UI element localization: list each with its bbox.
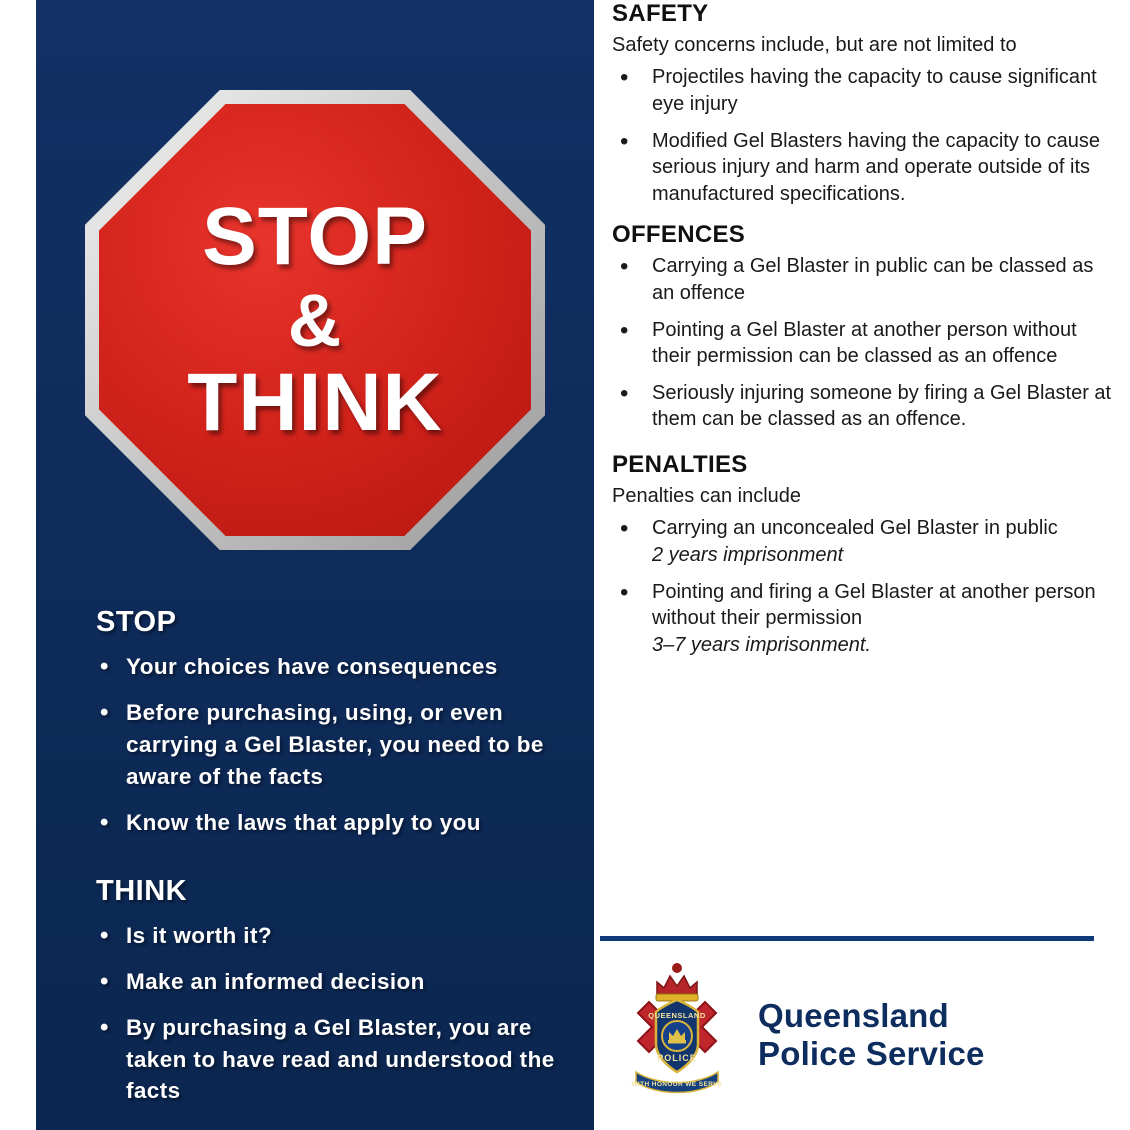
list-item: • Seriously injuring someone by firing a Gel Blaster at them can be classed as an offence. (612, 380, 1112, 433)
list-item: • Modified Gel Blasters having the capacity to cause serious injury and harm and operate outside of its manufactured specifications. (612, 128, 1112, 208)
stop-heading: STOP (96, 606, 177, 638)
penalties-list (612, 515, 1112, 658)
safety-heading: SAFETY (612, 0, 709, 27)
offences-list (612, 253, 1112, 433)
list-item: • Before purchasing, using, or even carrying a Gel Blaster, you need to be aware of the facts (96, 697, 560, 793)
organisation-name-line-2: Police Service (758, 1035, 985, 1072)
safety-list (612, 64, 1112, 207)
penalties-section (612, 451, 1112, 658)
crest-text-mid: POLICE (657, 1053, 697, 1063)
left-content (36, 580, 594, 1107)
stop-sign-line-3: THINK (187, 356, 443, 448)
list-item: • Projectiles having the capacity to cause significant eye injury (612, 64, 1112, 117)
footer-branding (612, 955, 1112, 1115)
safety-section (612, 0, 1112, 207)
stop-sign-line-1: STOP (202, 191, 428, 283)
stop-list (96, 651, 560, 839)
list-item (612, 579, 1112, 659)
left-panel (36, 0, 594, 1130)
organisation-name (758, 997, 985, 1073)
qps-crest-icon (612, 960, 742, 1110)
penalties-heading: PENALTIES (612, 450, 748, 478)
footer-divider (600, 936, 1094, 941)
stop-sign-text (85, 90, 545, 550)
offences-section (612, 221, 1112, 433)
stop-sign-line-2: & (287, 279, 343, 363)
offences-heading: OFFENCES (612, 221, 746, 249)
list-item: • Is it worth it? (96, 920, 560, 952)
organisation-name-line-1: Queensland (758, 997, 949, 1035)
list-item: • By purchasing a Gel Blaster, you are taken to have read and understood the facts (96, 1012, 560, 1108)
penalty-offence-text: Carrying an unconcealed Gel Blaster in public (652, 517, 1058, 540)
list-item: • Know the laws that apply to you (96, 807, 560, 839)
list-item: • Make an informed decision (96, 966, 560, 998)
penalties-intro: Penalties can include (612, 484, 802, 507)
penalty-term: 2 years imprisonment (652, 543, 844, 566)
think-heading: THINK (96, 874, 188, 907)
crest-text-top: QUEENSLAND (648, 1011, 706, 1020)
crest-text-bottom: WITH HONOUR WE SERVE (631, 1081, 723, 1088)
stop-sign-area (36, 0, 594, 580)
stop-sign-icon (85, 90, 545, 550)
list-item: • Your choices have consequences (96, 651, 560, 683)
think-list (96, 920, 560, 1108)
list-item: • Carrying a Gel Blaster in public can be classed as an offence (612, 253, 1112, 306)
list-item (612, 515, 1112, 568)
penalty-term: 3–7 years imprisonment. (652, 633, 871, 656)
list-item: • Pointing a Gel Blaster at another person without their permission can be classed as an offence (612, 317, 1112, 370)
penalty-offence-text: Pointing and firing a Gel Blaster at another person without their permission (652, 580, 1096, 630)
safety-intro: Safety concerns include, but are not limited to (612, 34, 1017, 56)
